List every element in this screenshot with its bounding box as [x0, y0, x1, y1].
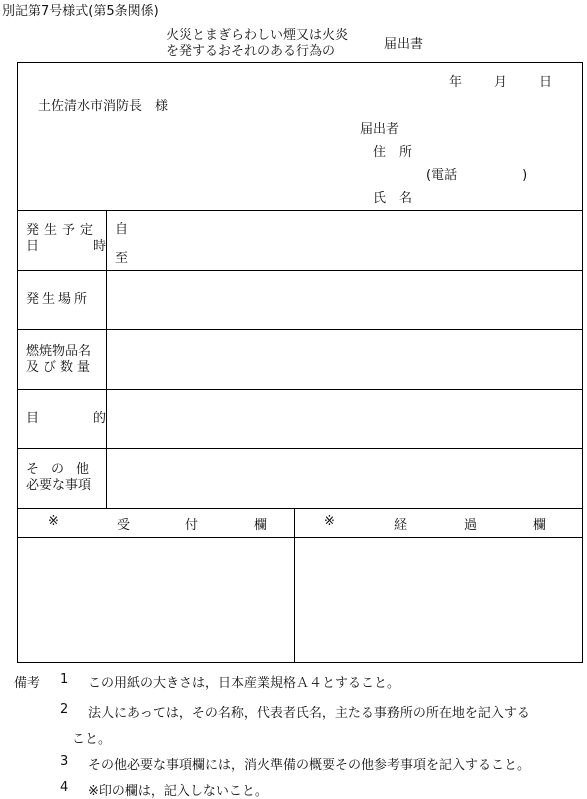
progress-char-3: 欄 [533, 518, 547, 533]
name-label: 氏 名 [373, 191, 413, 206]
note-4-number: 4 [60, 780, 69, 795]
month-label: 月 [494, 75, 508, 90]
row-divider [18, 448, 582, 449]
notification-form-table [17, 62, 583, 663]
reception-char-2: 付 [185, 518, 199, 533]
bottom-column-divider [294, 508, 295, 663]
note-4-text: ※印の欄は，記入しないこと。 [88, 784, 268, 799]
note-2-text: 法人にあっては，その名称，代表者氏名，主たる事務所の所在地を記入する [88, 706, 530, 721]
day-label: 日 [539, 75, 553, 90]
notifier-label: 届出者 [360, 122, 400, 137]
remarks-heading: 備考 [14, 676, 41, 691]
row-divider [18, 537, 582, 538]
reception-mark: ※ [48, 514, 59, 529]
note-2-continuation: こと。 [72, 732, 112, 747]
to-label: 至 [115, 251, 129, 266]
date-label [26, 223, 106, 255]
other-label-line2: 必要な事項 [26, 478, 92, 493]
row-divider [18, 210, 582, 211]
date-label-day: 日 [26, 239, 40, 254]
row-divider [18, 508, 582, 509]
material-label-line1: 燃焼物品名 [26, 344, 92, 359]
label-column-divider [106, 210, 107, 508]
material-label-line2: 及び数量 [26, 360, 95, 375]
progress-char-1: 経 [394, 518, 408, 533]
form-title-line1: 火災とまぎらわしい煙又は火炎 [166, 28, 349, 43]
form-title-suffix: 届出書 [384, 37, 424, 52]
form-number-header: 別記第7号様式(第5条関係) [2, 4, 159, 19]
row-divider [18, 329, 582, 330]
other-label [26, 462, 106, 494]
year-label: 年 [449, 75, 463, 90]
purpose-label-b: 的 [92, 411, 106, 426]
progress-mark: ※ [324, 514, 335, 529]
form-title-line2: を発するおそれのある行為の [166, 44, 336, 59]
purpose-label [26, 411, 106, 427]
purpose-label-a: 目 [26, 411, 40, 426]
note-2-number: 2 [60, 702, 69, 717]
note-3-number: 3 [60, 754, 69, 769]
date-label-line1: 発生予定 [26, 223, 99, 238]
from-label: 自 [115, 222, 129, 237]
date-label-time: 時 [92, 239, 106, 254]
progress-char-2: 過 [464, 518, 478, 533]
address-label: 住 所 [373, 145, 413, 160]
place-label: 発生場所 [26, 292, 91, 307]
note-3-text: その他必要な事項欄には，消火準備の概要その他参考事項を記入すること。 [88, 758, 531, 773]
reception-char-1: 受 [117, 518, 131, 533]
material-label [26, 344, 106, 376]
row-divider [18, 270, 582, 271]
other-label-line1: その他 [26, 462, 102, 477]
recipient: 土佐清水市消防長 様 [38, 99, 169, 114]
phone-label: (電話 ) [426, 168, 528, 183]
note-1-number: 1 [60, 672, 69, 687]
note-1-text: この用紙の大きさは，日本産業規格Ａ４とすること。 [88, 676, 401, 691]
row-divider [18, 389, 582, 390]
reception-char-3: 欄 [254, 518, 268, 533]
